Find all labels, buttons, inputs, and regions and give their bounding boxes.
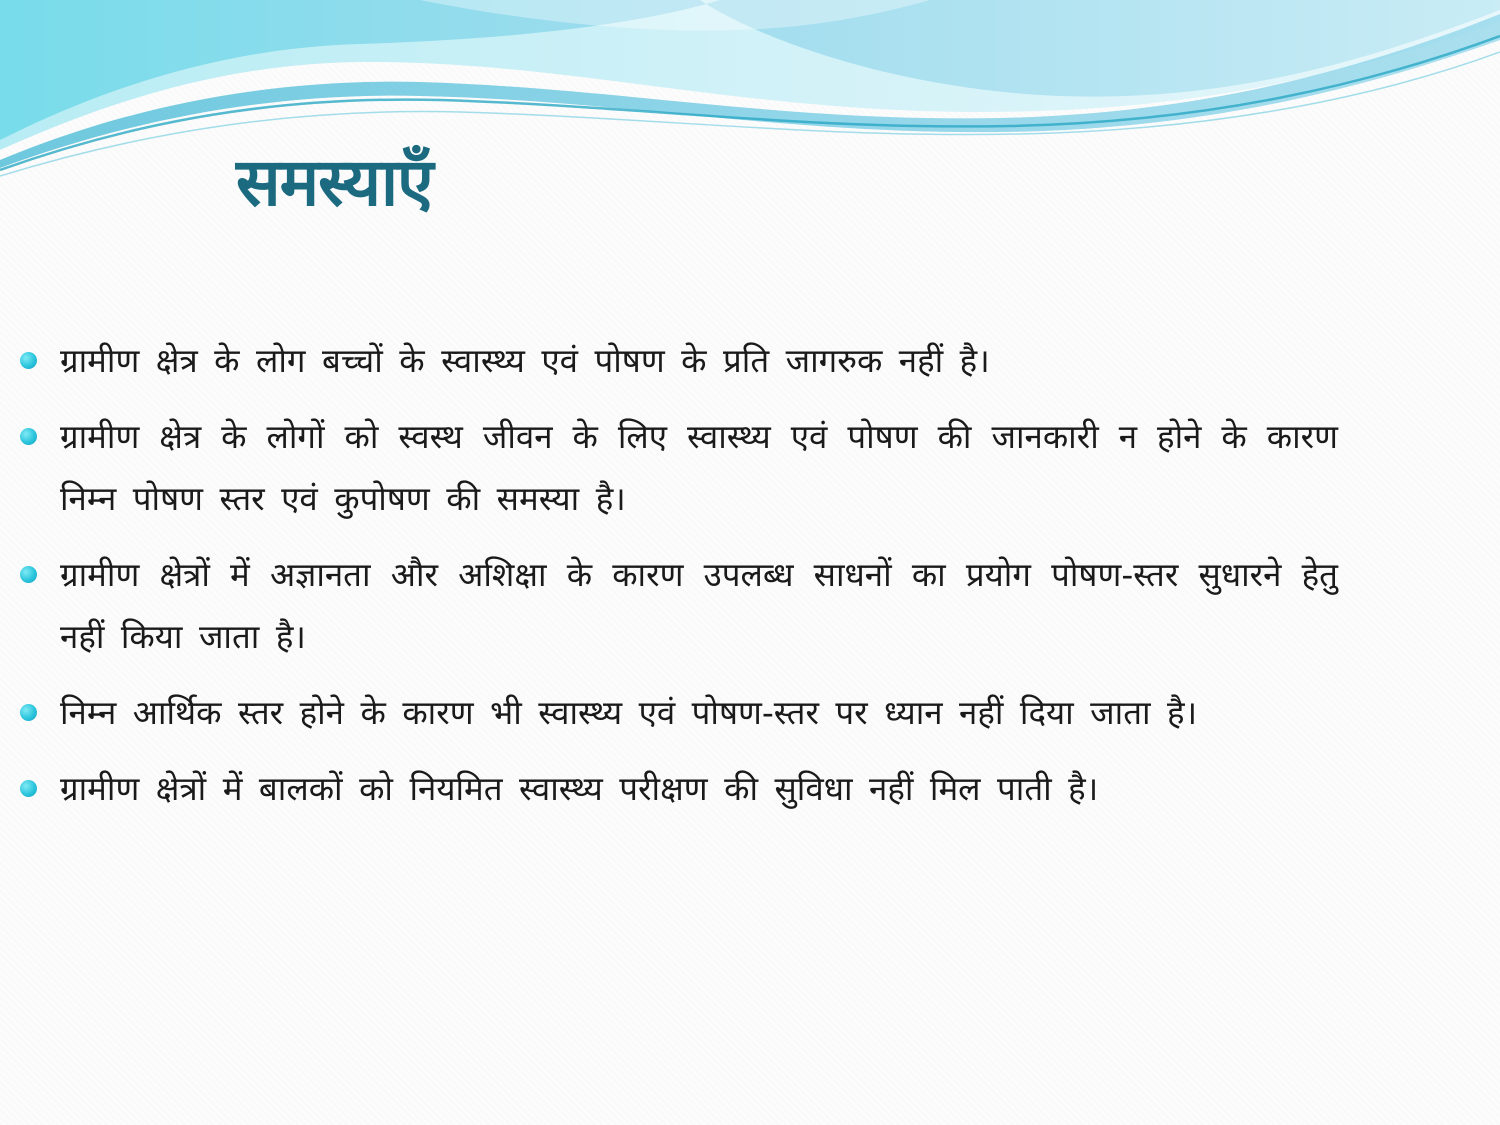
slide-title: समस्याऍं [236,144,433,221]
list-item [18,406,1338,530]
bullet-text: ग्रामीण क्षेत्रों में बालकों को नियमित स्वास्थ्य परीक्षण की सुविधा नहीं मिल पाती है। [60,769,1099,808]
bullet-dot-icon [20,352,37,369]
bullet-text: निम्न आर्थिक स्तर होने के कारण भी स्वास्थ्य एवं पोषण-स्तर पर ध्यान नहीं दिया जाता है। [60,693,1198,732]
list-item [18,758,1338,820]
list-item [18,682,1338,744]
bullet-list [18,330,1338,834]
bullet-text: ग्रामीण क्षेत्र के लोगों को स्वस्थ जीवन के लिए स्वास्थ्य एवं पोषण की जानकारी न होने के कारण निम्न पोषण स्तर एवं कुपोषण की समस्या है। [60,417,1338,518]
bullet-dot-icon [20,566,37,583]
bullet-text: ग्रामीण क्षेत्रों में अज्ञानता और अशिक्षा के कारण उपलब्ध साधनों का प्रयोग पोषण-स्तर सुधारने हेतु नहीं किया जाता है। [60,555,1338,656]
bullet-dot-icon [20,780,37,797]
list-item [18,330,1338,392]
bullet-dot-icon [20,704,37,721]
wave-header-decoration [0,0,1500,180]
bullet-dot-icon [20,428,37,445]
bullet-text: ग्रामीण क्षेत्र के लोग बच्चों के स्वास्थ्य एवं पोषण के प्रति जागरुक नहीं है। [60,341,990,380]
list-item [18,544,1338,668]
